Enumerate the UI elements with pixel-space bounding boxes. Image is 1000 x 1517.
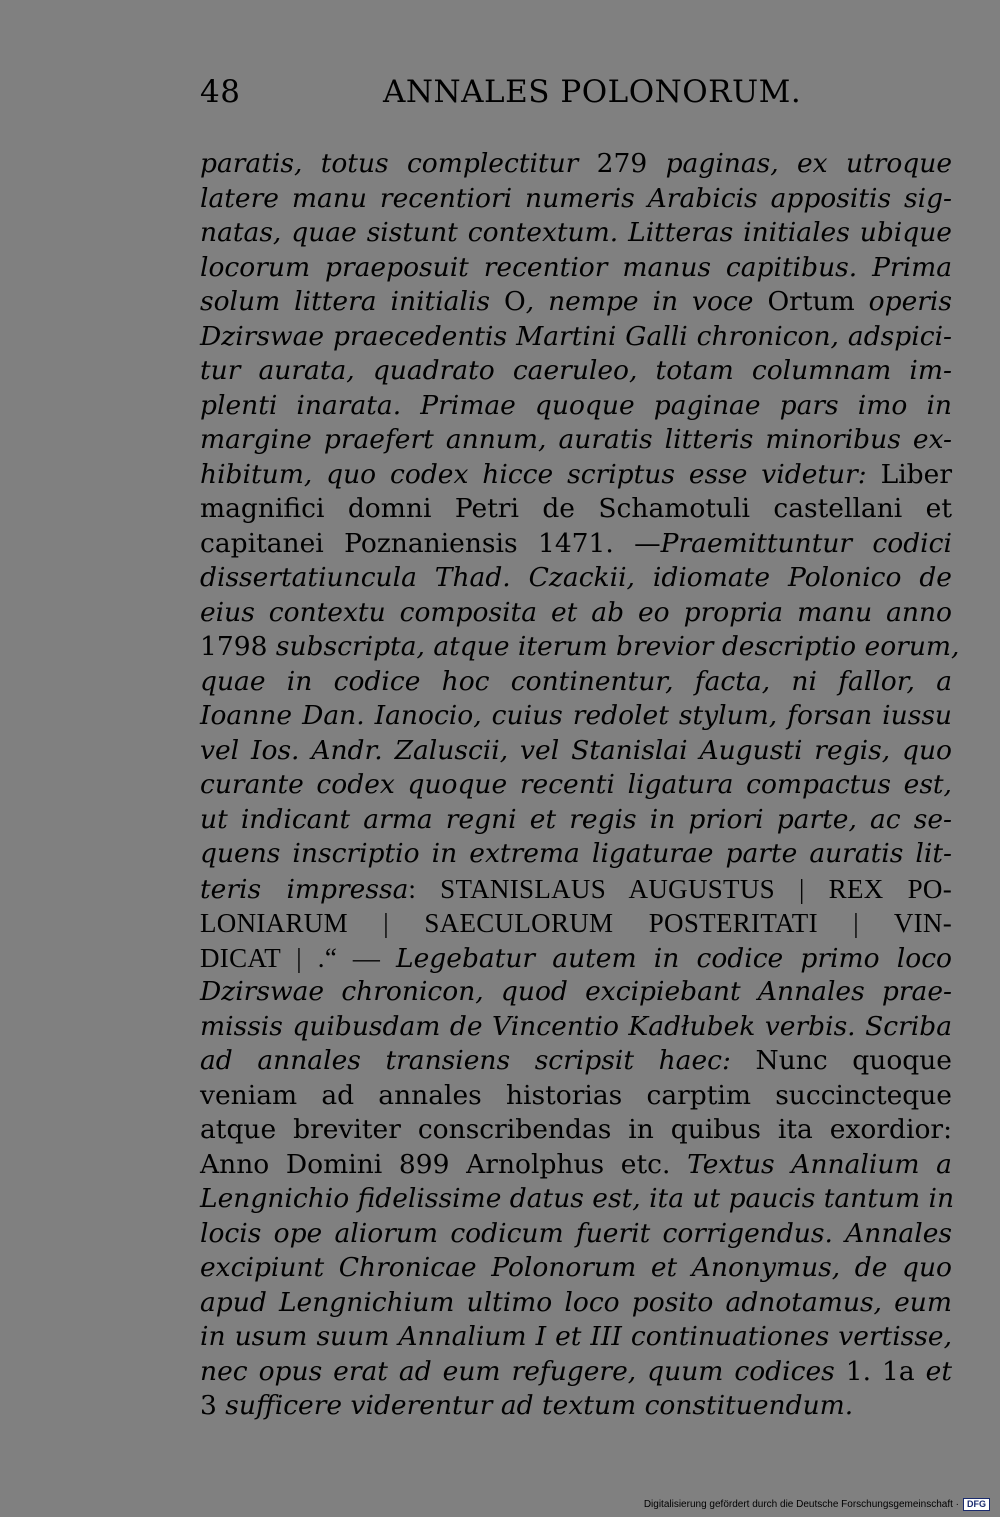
text-line [200,630,960,665]
text-segment: , nempe in voce [525,286,768,317]
text-line [200,216,952,251]
text-line [200,803,952,838]
text-segment: missis quibusdam de Vincentio Kadłubek verbis. Scriba [200,1010,952,1042]
text-segment: teris impressa [200,873,409,905]
text-segment: paratis, totus complectitur [200,148,597,179]
body-text [200,147,960,1424]
text-line [200,389,952,424]
text-segment: 1798 [200,631,268,662]
text-line [200,768,952,803]
text-segment: nec opus erat ad eum refugere, quum codices [200,1355,846,1387]
text-line [200,458,952,493]
text-line [200,1320,952,1355]
text-segment: Dzirswae chronicon, quod excipiebant Annales prae- [200,976,952,1007]
text-line [200,1355,952,1390]
text-line [200,1010,952,1045]
text-line [200,1286,952,1321]
text-segment: 1. 1a [845,1355,915,1387]
text-line [200,527,952,562]
text-segment: tur aurata, quadrato caeruleo, totam columnam im- [200,355,952,386]
text-segment: vel Ios. Andr. Zaluscii, vel Stanislai Augusti regis, quo [200,734,952,766]
text-line [200,596,952,631]
text-segment: sufficere viderentur ad textum constituendum. [216,1390,854,1421]
text-line [200,734,952,769]
text-segment: latere manu recentiori numeris Arabicis appositis sig- [200,182,952,214]
text-segment: hibitum, quo codex hicce scriptus esse videtur: [200,458,881,490]
text-line [200,1389,952,1424]
text-line [200,1044,952,1079]
text-segment: locorum praeposuit recentior manus capitibus. Prima [200,251,952,283]
text-line [200,1113,952,1148]
text-segment: veniam ad annales historias carptim succincteque [200,1079,952,1111]
text-line [200,665,952,700]
text-segment: et [914,1355,952,1387]
text-segment: O [503,286,526,317]
text-segment: quae in codice hoc continentur, facta, ni fallor, a [200,665,952,697]
text-segment: locis ope aliorum codicum fuerit corrigendus. Annales [200,1217,952,1249]
text-line [200,1182,955,1217]
text-segment: 279 [596,148,648,179]
text-segment: Lengnichio fidelissime datus est, ita ut paucis tantum in [200,1183,955,1214]
text-line [200,354,952,389]
text-line [200,1217,952,1252]
text-line [200,492,952,527]
text-line [200,147,952,182]
text-segment: paginas, ex utroque [647,148,953,179]
text-segment: LONIARUM | SAECULORUM POSTERITATI | VIN- [200,908,952,938]
dfg-logo: DFG [963,1498,990,1511]
text-segment: in usum suum Annalium I et III continuationes vertisse, [200,1321,952,1352]
text-segment: solum littera initialis [200,286,504,317]
text-segment: Liber [880,458,952,490]
digitization-credit [644,1498,990,1511]
page-number: 48 [200,74,241,110]
text-segment: Ortum [767,286,855,317]
text-segment: plenti inarata. Primae quoque paginae pars imo in [200,389,952,421]
text-segment: Praemittuntur codici [660,527,952,559]
text-segment: : STANISLAUS AUGUSTUS | REX PO- [408,873,952,904]
text-segment: excipiunt Chronicae Polonorum et Anonymus, de quo [200,1252,952,1283]
text-line [200,906,952,941]
text-line [200,941,952,976]
text-segment: magnifici domni Petri de Schamotuli castellani et [200,493,952,524]
text-line [200,285,952,320]
text-line [200,1148,952,1183]
text-segment: Anno Domini 899 Arnolphus etc. [200,1148,688,1180]
text-segment: curante codex quoque recenti ligatura compactus est, [200,769,952,800]
text-segment: capitanei Poznaniensis 1471. — [200,527,661,559]
text-line [200,561,952,596]
text-segment: eius contextu composita et ab eo propria manu anno [200,596,952,628]
text-segment: operis [854,286,952,317]
text-segment: Ioanne Dan. Ianocio, cuius redolet stylum, forsan iussu [200,700,952,731]
text-line [200,320,952,355]
text-line [200,1251,952,1286]
text-segment: ut indicant arma regni et regis in priori parte, ac se- [200,803,952,835]
text-line [200,837,952,872]
text-segment: Legebatur autem in codice primo loco [396,942,952,974]
text-segment: Nunc quoque [755,1045,952,1076]
text-line [200,182,952,217]
text-segment: natas, quae sistunt contextum. Litteras initiales ubique [200,217,952,248]
text-segment: atque breviter conscribendas in quibus ita exordior: [200,1114,952,1145]
text-segment: 3 [200,1390,217,1421]
credit-text: Digitalisierung gefördert durch die Deutsche Forschungsgemeinschaft · [643,1499,959,1510]
text-segment: DICAT | .“ — [200,942,397,973]
text-segment: Dzirswae praecedentis Martini Galli chronicon, adspici- [200,320,952,352]
text-segment: Textus Annalium a [687,1148,952,1180]
text-segment: apud Lengnichium ultimo loco posito adnotamus, eum [200,1286,952,1318]
text-segment: subscripta, atque iterum brevior descriptio eorum, [267,631,960,662]
text-line [200,251,952,286]
page-header [200,74,802,118]
text-segment: ad annales transiens scripsit haec: [200,1045,756,1076]
text-segment: dissertatiuncula Thad. Czackii, idiomate Polonico de [200,562,952,593]
text-line [200,975,952,1010]
text-line [200,1079,952,1114]
text-line [200,699,952,734]
text-segment: margine praefert annum, auratis litteris minoribus ex- [200,424,952,455]
running-title: ANNALES POLONORUM. [383,74,802,110]
text-line [200,423,952,458]
text-segment: quens inscriptio in extrema ligaturae parte auratis lit- [200,838,952,869]
text-line [200,872,952,907]
